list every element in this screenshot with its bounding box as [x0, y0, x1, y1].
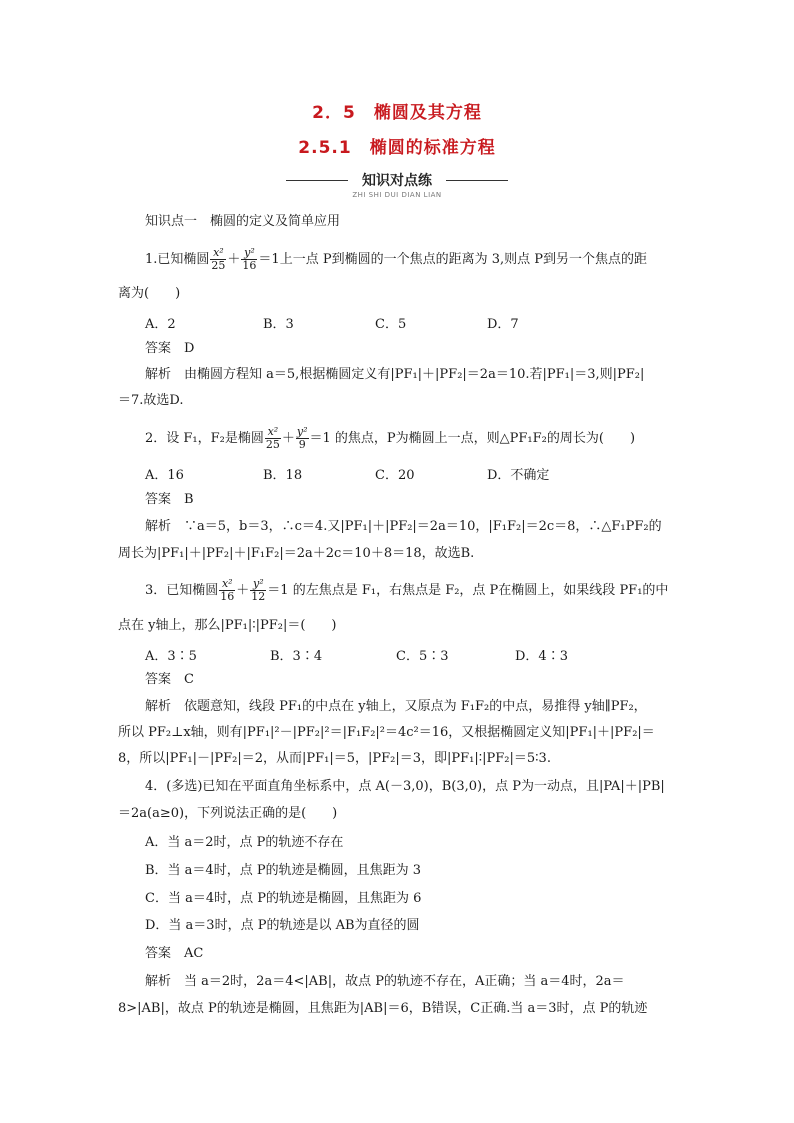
q2-pre: 2．设 F₁，F₂是椭圆	[145, 431, 264, 446]
q3-post: ＝1 的左焦点是 F₁，右焦点是 F₂，点 P在椭圆上，如果线段 PF₁的中	[267, 583, 669, 598]
q1-option-c: C．5	[375, 317, 407, 332]
question-3: 3．已知椭圆 $\frac{\text{x²}}{16}$ ＋ $\frac{\text{y²}}{12}$ ＝1 的左焦点是 F₁，右焦点是 F₂，点 P在椭圆上，如果线段 PF₁的中	[145, 577, 669, 603]
q1-answer: 答案 D	[145, 341, 195, 356]
q4-line2: ＝2a(a≥0)，下列说法正确的是( )	[118, 806, 338, 821]
banner-sub: ZHI SHI DUI DIAN LIAN	[352, 191, 442, 199]
q2-frac1: $\frac{\text{x²}}{25}$	[265, 425, 280, 451]
q3-frac2: $\frac{\text{y²}}{12}$	[251, 577, 266, 603]
q2-option-a: A．16	[145, 468, 184, 483]
q1-option-b: B．3	[263, 317, 294, 332]
q4-option-a: A．当 a＝2时，点 P的轨迹不存在	[145, 835, 344, 850]
question-4: 4．(多选)已知在平面直角坐标系中，点 A(－3,0)，B(3,0)，点 P为一动点，且|PA|＋|PB|	[145, 779, 665, 794]
q2-analysis-line2: 周长为|PF₁|＋|PF₂|＋|F₁F₂|＝2a＋2c＝10＋8＝18，故选B.	[118, 546, 475, 561]
q3-line2: 点在 y轴上，那么|PF₁|∶|PF₂|＝( )	[118, 618, 337, 633]
q2-option-c: C．20	[375, 468, 415, 483]
q1-option-a: A．2	[145, 317, 176, 332]
q2-answer: 答案 B	[145, 492, 194, 507]
q4-option-d: D．当 a＝3时，点 P的轨迹是以 AB为直径的圆	[145, 918, 420, 933]
q2-post: ＝1 的焦点，P为椭圆上一点，则△PF₁F₂的周长为( )	[309, 431, 636, 446]
question-1: 1.已知椭圆 $\frac{\text{x²}}{25}$ ＋ $\frac{\text{y²}}{16}$ ＝1上一点 P到椭圆的一个焦点的距离为 3,则点 P到另一个焦点的距	[145, 246, 647, 272]
q4-option-b: B．当 a＝4时，点 P的轨迹是椭圆，且焦距为 3	[145, 863, 421, 878]
q3-analysis: 解析 依题意知，线段 PF₁的中点在 y轴上，又原点为 F₁F₂的中点，易推得 y轴∥PF₂，	[145, 699, 647, 714]
q3-option-b: B．3∶4	[270, 649, 323, 664]
q1-frac2: $\frac{\text{y²}}{16}$	[242, 246, 257, 272]
section-banner	[286, 170, 508, 200]
q1-pre: 1.已知椭圆	[145, 252, 210, 267]
q3-analysis-line3: 8，所以|PF₁|－|PF₂|＝2，从而|PF₁|＝5，|PF₂|＝3，即|PF₁|∶|PF₂|＝5∶3.	[118, 751, 551, 766]
q3-frac1: $\frac{\text{x²}}{16}$	[220, 577, 235, 603]
q3-option-d: D．4∶3	[515, 649, 568, 664]
q3-pre: 3．已知椭圆	[145, 583, 219, 598]
q2-option-b: B．18	[263, 468, 303, 483]
q2-frac2: $\frac{\text{y²}}{9}$	[296, 425, 308, 451]
q1-option-d: D．7	[487, 317, 519, 332]
q4-analysis-line2: 8>|AB|，故点 P的轨迹是椭圆，且焦距为|AB|＝6，B错误，C正确.当 a＝3时，点 P的轨迹	[118, 1001, 648, 1016]
q3-answer: 答案 C	[145, 672, 194, 687]
q3-option-a: A．3∶5	[145, 649, 197, 664]
page-title: 2．5 椭圆及其方程	[312, 103, 482, 123]
q1-frac1: $\frac{\text{x²}}{25}$	[211, 246, 226, 272]
q4-option-c: C．当 a＝4时，点 P的轨迹是椭圆，且焦距为 6	[145, 891, 422, 906]
q2-option-d: D．不确定	[487, 468, 550, 483]
section-heading: 知识点一 椭圆的定义及简单应用	[145, 214, 341, 229]
q1-line2: 离为( )	[118, 286, 181, 301]
q4-analysis: 解析 当 a＝2时，2a＝4<|AB|，故点 P的轨迹不存在，A正确；当 a＝4时，2a＝	[145, 974, 625, 989]
q3-option-c: C．5∶3	[396, 649, 449, 664]
q4-answer: 答案 AC	[145, 946, 204, 961]
page-subtitle: 2.5.1 椭圆的标准方程	[298, 138, 496, 158]
banner-label: 知识对点练	[362, 173, 432, 189]
q3-analysis-line2: 所以 PF₂⊥x轴，则有|PF₁|²－|PF₂|²＝|F₁F₂|²＝4c²＝16，又根据椭圆定义知|PF₁|＋|PF₂|＝	[118, 725, 655, 740]
q2-analysis: 解析 ∵a＝5，b＝3，∴c＝4.又|PF₁|＋|PF₂|＝2a＝10，|F₁F₂|＝2c＝8，∴△F₁PF₂的	[145, 519, 662, 534]
q1-post: ＝1上一点 P到椭圆的一个焦点的距离为 3,则点 P到另一个焦点的距	[258, 252, 647, 267]
q1-analysis: 解析 由椭圆方程知 a＝5,根据椭圆定义有|PF₁|＋|PF₂|＝2a＝10.若|PF₁|＝3,则|PF₂|	[145, 367, 645, 382]
question-2: 2．设 F₁，F₂是椭圆 $\frac{\text{x²}}{25}$ ＋ $\frac{\text{y²}}{9}$ ＝1 的焦点，P为椭圆上一点，则△PF₁F₂的周长为( )	[145, 425, 636, 451]
q1-analysis-line2: ＝7.故选D.	[118, 393, 184, 408]
